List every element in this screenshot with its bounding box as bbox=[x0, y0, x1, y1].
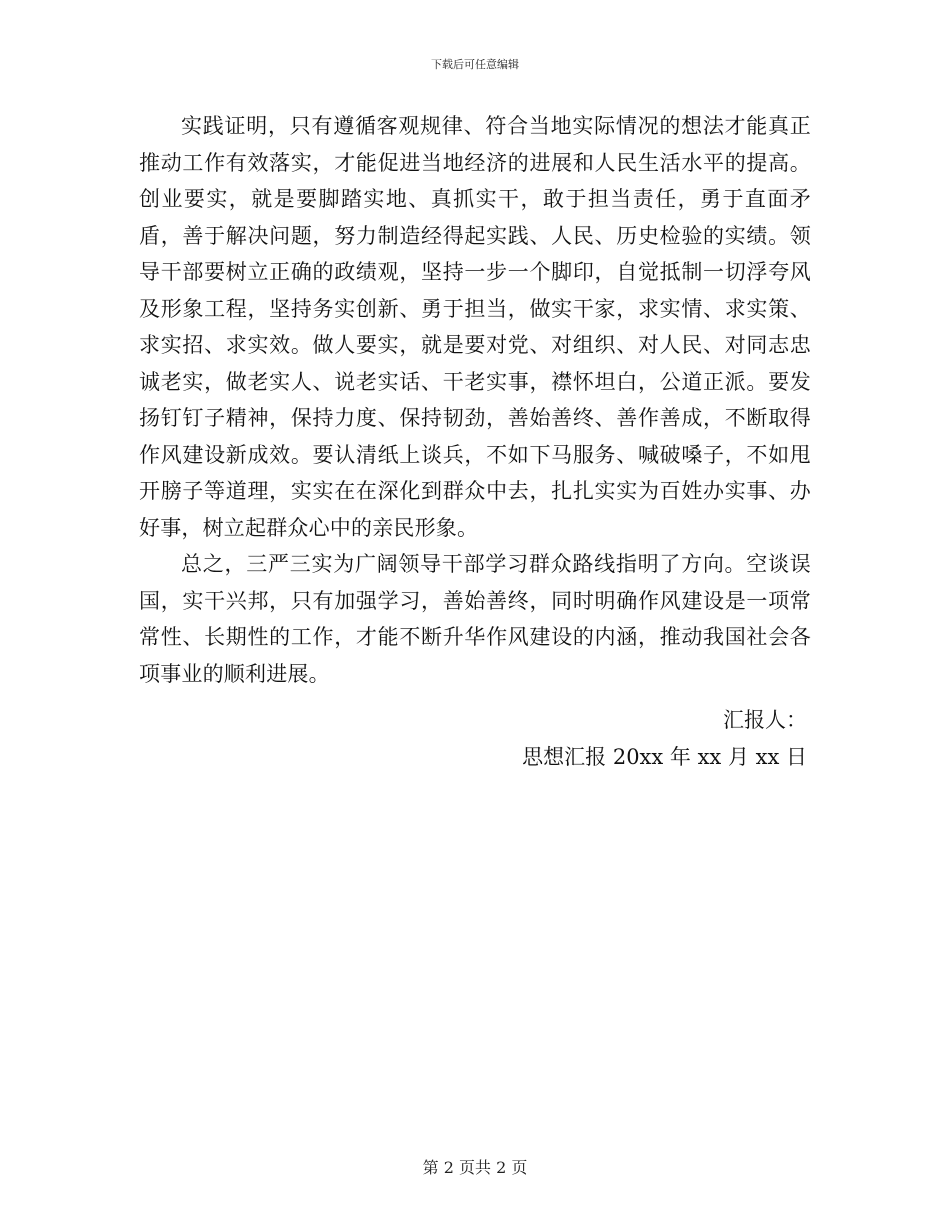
page-header-note: 下载后可任意编辑 bbox=[431, 58, 519, 71]
page-number-footer: 第 2 页共 2 页 bbox=[422, 1158, 528, 1177]
document-body bbox=[139, 108, 811, 692]
body-paragraph-2: 总之，三严三实为广阔领导干部学习群众路线指明了方向。空谈误国，实干兴邦，只有加强学习，善始善终，同时明确作风建设是一项常常性、长期性的工作，才能不断升华作风建设的内涵，推动我国社会各项事业的顺利进展。 bbox=[139, 552, 811, 686]
body-paragraph-1: 实践证明，只有遵循客观规律、符合当地实际情况的想法才能真正推动工作有效落实，才能促进当地经济的进展和人民生活水平的提高。创业要实，就是要脚踏实地、真抓实干，敢于担当责任，勇于直面矛盾，善于解决问题，努力制造经得起实践、人民、历史检验的实绩。领导干部要树立正确的政绩观，坚持一步一个脚印，自觉抵制一切浮夸风及形象工程，坚持务实创新、勇于担当，做实干家，求实情、求实策、求实招、求实效。做人要实，就是要对党、对组织、对人民、对同志忠诚老实，做老实人、说老实话、干老实事，襟怀坦白，公道正派。要发扬钉钉子精神，保持力度、保持韧劲，善始善终、善作善成，不断取得作风建设新成效。要认清纸上谈兵，不如下马服务、喊破嗓子，不如甩开膀子等道理，实实在在深化到群众中去，扎扎实实为百姓办实事、办好事，树立起群众心中的亲民形象。 bbox=[139, 114, 811, 540]
signature-reporter: 汇报人： bbox=[723, 708, 807, 732]
signature-date: 思想汇报 20xx 年 xx 月 xx 日 bbox=[522, 745, 807, 769]
